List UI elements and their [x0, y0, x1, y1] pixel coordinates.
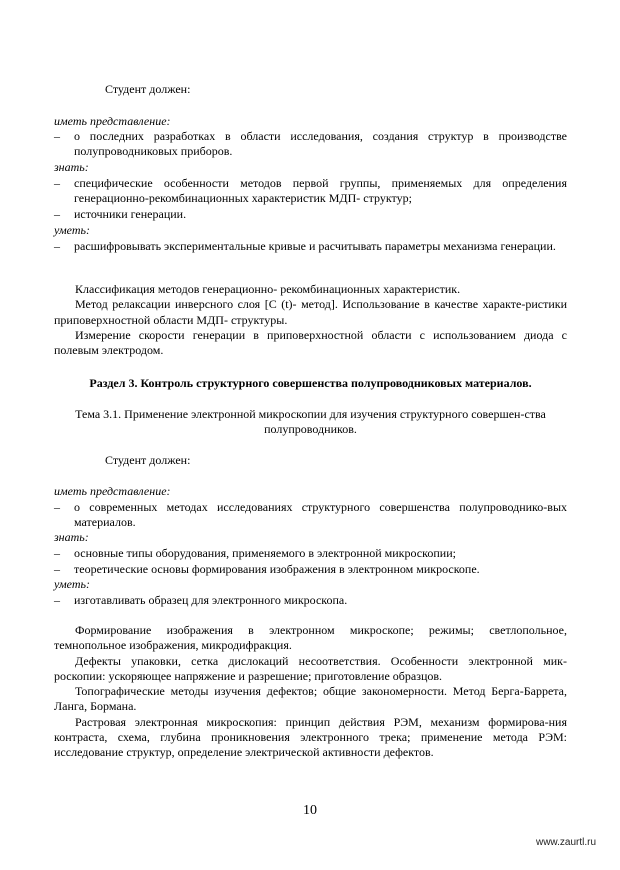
list-item — [54, 176, 567, 207]
paragraph: Измерение скорости генерации в приповерхностной области с использованием диода с полевым электродом. — [54, 327, 567, 358]
list-dash: – — [54, 593, 60, 607]
know-label-2: знать: — [54, 530, 89, 544]
list-item — [54, 129, 567, 160]
list-item-text: о современных методах исследованиях структурного совершенства полупроводнико-вых материалов. — [74, 500, 567, 530]
list-dash: – — [54, 176, 60, 190]
list-dash: – — [54, 207, 60, 221]
topic-title: Тема 3.1. Применение электронной микроскопии для изучения структурного совершен-ства полупроводников. — [75, 407, 546, 437]
list-dash: – — [54, 562, 60, 576]
paragraph: Топографические методы изучения дефектов; общие закономерности. Метод Берга-Баррета, Ланга, Бормана. — [54, 684, 567, 714]
paragraph: Дефекты упаковки, сетка дислокаций несоответствия. Особенности электронной мик-роскопии: ускоряющее напряжение и разрешение; приготовление образцов. — [54, 653, 567, 683]
be-able-label-2: уметь: — [54, 577, 90, 591]
paragraph: Растровая электронная микроскопия: принцип действия РЭМ, механизм формирова-ния контраста, схема, глубина проникновения электронного трека; применение метода РЭМ: исследование структур, определение электрической активности дефектов. — [54, 714, 567, 760]
paragraph: Метод релаксации инверсного слоя [С (t)- метод]. Использование в качестве характе-ристики приповерхностной области МДП- структуры. — [54, 297, 567, 327]
list-dash: – — [54, 546, 60, 560]
list-dash: – — [54, 239, 60, 253]
be-able-label-1: уметь: — [54, 223, 90, 237]
paragraph: Классификация методов генерационно- рекомбинационных характеристик. — [75, 282, 461, 296]
list-item — [54, 500, 567, 531]
know-label-1: знать: — [54, 160, 89, 174]
list-item-text: расшифровывать экспериментальные кривые и расчитывать параметры механизма генерации. — [74, 239, 556, 253]
have-idea-label-1: иметь представление: — [54, 114, 171, 128]
student-must-heading-1: Студент должен: — [105, 82, 191, 96]
list-dash: – — [54, 129, 60, 143]
list-item — [54, 207, 567, 222]
paragraph: Формирование изображения в электронном микроскопе; режимы; светлопольное, темнопольное изображения, микродифракция. — [54, 623, 567, 653]
section-title: Раздел 3. Контроль структурного совершенства полупроводниковых материалов. — [89, 376, 532, 390]
list-item-text: источники генерации. — [74, 207, 187, 221]
paragraph-group-1 — [54, 282, 567, 358]
list-item-text: основные типы оборудования, применяемого в электронной микроскопии; — [74, 546, 456, 560]
student-must-heading-2: Студент должен: — [105, 453, 191, 467]
list-item-text: теоретические основы формирования изображения в электронном микроскопе. — [74, 562, 480, 576]
list-item-text: изготавливать образец для электронного микроскопа. — [74, 593, 348, 607]
website-link[interactable]: www.zaurtl.ru — [535, 837, 596, 848]
list-dash: – — [54, 500, 60, 514]
list-item — [54, 593, 567, 608]
have-idea-label-2: иметь представление: — [54, 484, 171, 498]
page-number: 10 — [303, 803, 317, 818]
list-item — [54, 562, 567, 577]
paragraph-group-2 — [54, 623, 567, 761]
list-item — [54, 239, 567, 254]
list-item-text: специфические особенности методов первой группы, применяемых для определения генерационно-рекомбинационных характеристик МДП- структур; — [74, 176, 567, 206]
list-item-text: о последних разработках в области исследования, создания структур в производстве полупроводниковых приборов. — [74, 129, 567, 159]
list-item — [54, 546, 567, 561]
